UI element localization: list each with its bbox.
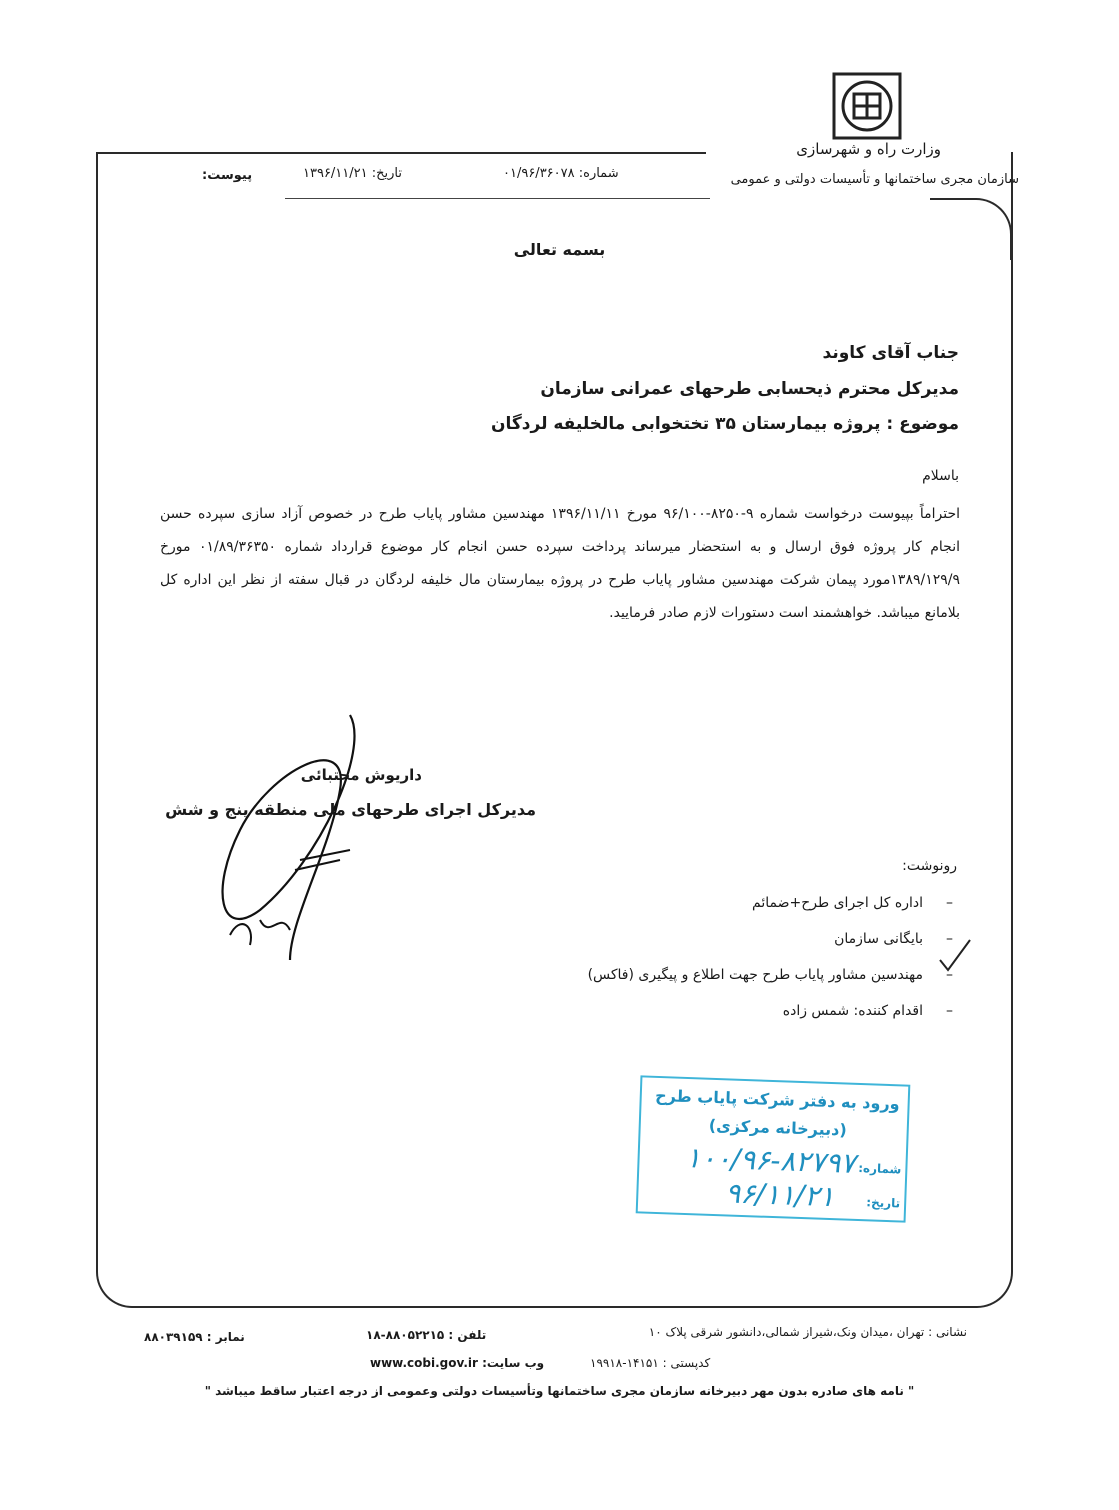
recipient-position: مدیرکل محترم ذیحسابی طرحهای عمرانی سازمان — [540, 379, 959, 399]
attachment-label: پیوست: — [202, 168, 253, 183]
cc-item: – بایگانی سازمان — [834, 931, 953, 947]
number-label: شماره: — [578, 166, 619, 181]
footer-notice: " نامه های صادره بدون مهر دبیرخانه سازمان مجری ساختمانها وتأسیسات دولتی وعمومی از درجه اعتبار ساقط میباشد " — [204, 1384, 915, 1398]
signer-title: مدیرکل اجرای طرحهای ملی منطقه پنج و شش — [165, 800, 536, 819]
stamp-subtitle: (دبیرخانه مرکزی) — [708, 1115, 848, 1140]
signer-name: داریوش مجتبائی — [300, 766, 422, 784]
checkmark-icon — [938, 938, 972, 974]
header-divider — [285, 198, 710, 199]
date-value: ۱۳۹۶/۱۱/۲۱ — [303, 166, 368, 181]
cc-list — [587, 888, 953, 1032]
stamp-number-label: شماره: — [857, 1160, 902, 1177]
organization-name: سازمان مجری ساختمانها و تأسیسات دولتی و عمومی — [730, 172, 1019, 187]
ministry-logo-icon — [832, 72, 902, 140]
number-value: ۰۱/۹۶/۳۶۰۷۸ — [503, 166, 575, 181]
footer-address: نشانی : تهران ،میدان ونک،شیراز شمالی،دانشور شرقی پلاک ۱۰ — [648, 1325, 967, 1339]
footer-phone: تلفن : ۸۸۰۵۲۲۱۵-۱۸ — [366, 1328, 487, 1342]
stamp-date: ۹۶/۱۱/۲۱ — [724, 1176, 835, 1214]
letter-body: احتراماً بپیوست درخواست شماره ۹-۸۲۵۰-۹۶/۱۰۰ مورخ ۱۳۹۶/۱۱/۱۱ مهندسین مشاور پایاب طرح در خصوص آزاد سازی سپرده حسن انجام کار پروژه فوق ارسال و به استحضار میرساند پرداخت سپرده حسن انجام کار موضوع قرارداد شماره ۰۱/۸۹/۳۶۳۵۰ مورخ ۱۳۸۹/۱۲۹/۹مورد پیمان شرکت مهندسین مشاور پایاب طرح در پروژه بیمارستان مال خلیفه لردگان در قبال سفته از نظر این اداره کل بلامانع میباشد. خواهشمند است دستورات لازم صادر فرمایید. — [160, 506, 961, 621]
salutation: باسلام — [922, 468, 959, 484]
ministry-name: وزارت راه و شهرسازی — [796, 140, 941, 158]
letter-number — [503, 166, 619, 181]
footer-postal-code: کدپستی : ۱۴۱۵۱-۱۹۹۱۸ — [590, 1356, 711, 1370]
footer-website: وب سایت: www.cobi.gov.ir — [370, 1356, 545, 1370]
invocation: بسمه تعالی — [513, 240, 606, 259]
cc-item: – مهندسین مشاور پایاب طرح جهت اطلاع و پیگیری (فاکس) — [587, 967, 953, 983]
subject: موضوع : پروژه بیمارستان ۳۵ تختخوابی مالخلیفه لردگان — [490, 414, 959, 434]
date-label: تاریخ: — [371, 166, 403, 181]
recipient: جناب آقای کاوند — [822, 343, 959, 363]
signature-scribble-icon — [200, 710, 380, 970]
cc-label: رونوشت: — [902, 858, 957, 874]
cc-item: – اقدام کننده: شمس زاده — [782, 1003, 953, 1019]
stamp-number: ۱۰۰/۹۶-۸۲۷۹۷ — [685, 1140, 857, 1180]
receipt-stamp — [636, 1075, 911, 1222]
stamp-title: ورود به دفتر شرکت پایاب طرح — [654, 1085, 900, 1114]
stamp-date-label: تاریخ: — [866, 1195, 901, 1211]
letter-date — [303, 166, 402, 181]
footer-fax: نمابر : ۸۸۰۳۹۱۵۹ — [144, 1330, 245, 1344]
cc-item: – اداره کل اجرای طرح+ضمائم — [752, 895, 953, 911]
